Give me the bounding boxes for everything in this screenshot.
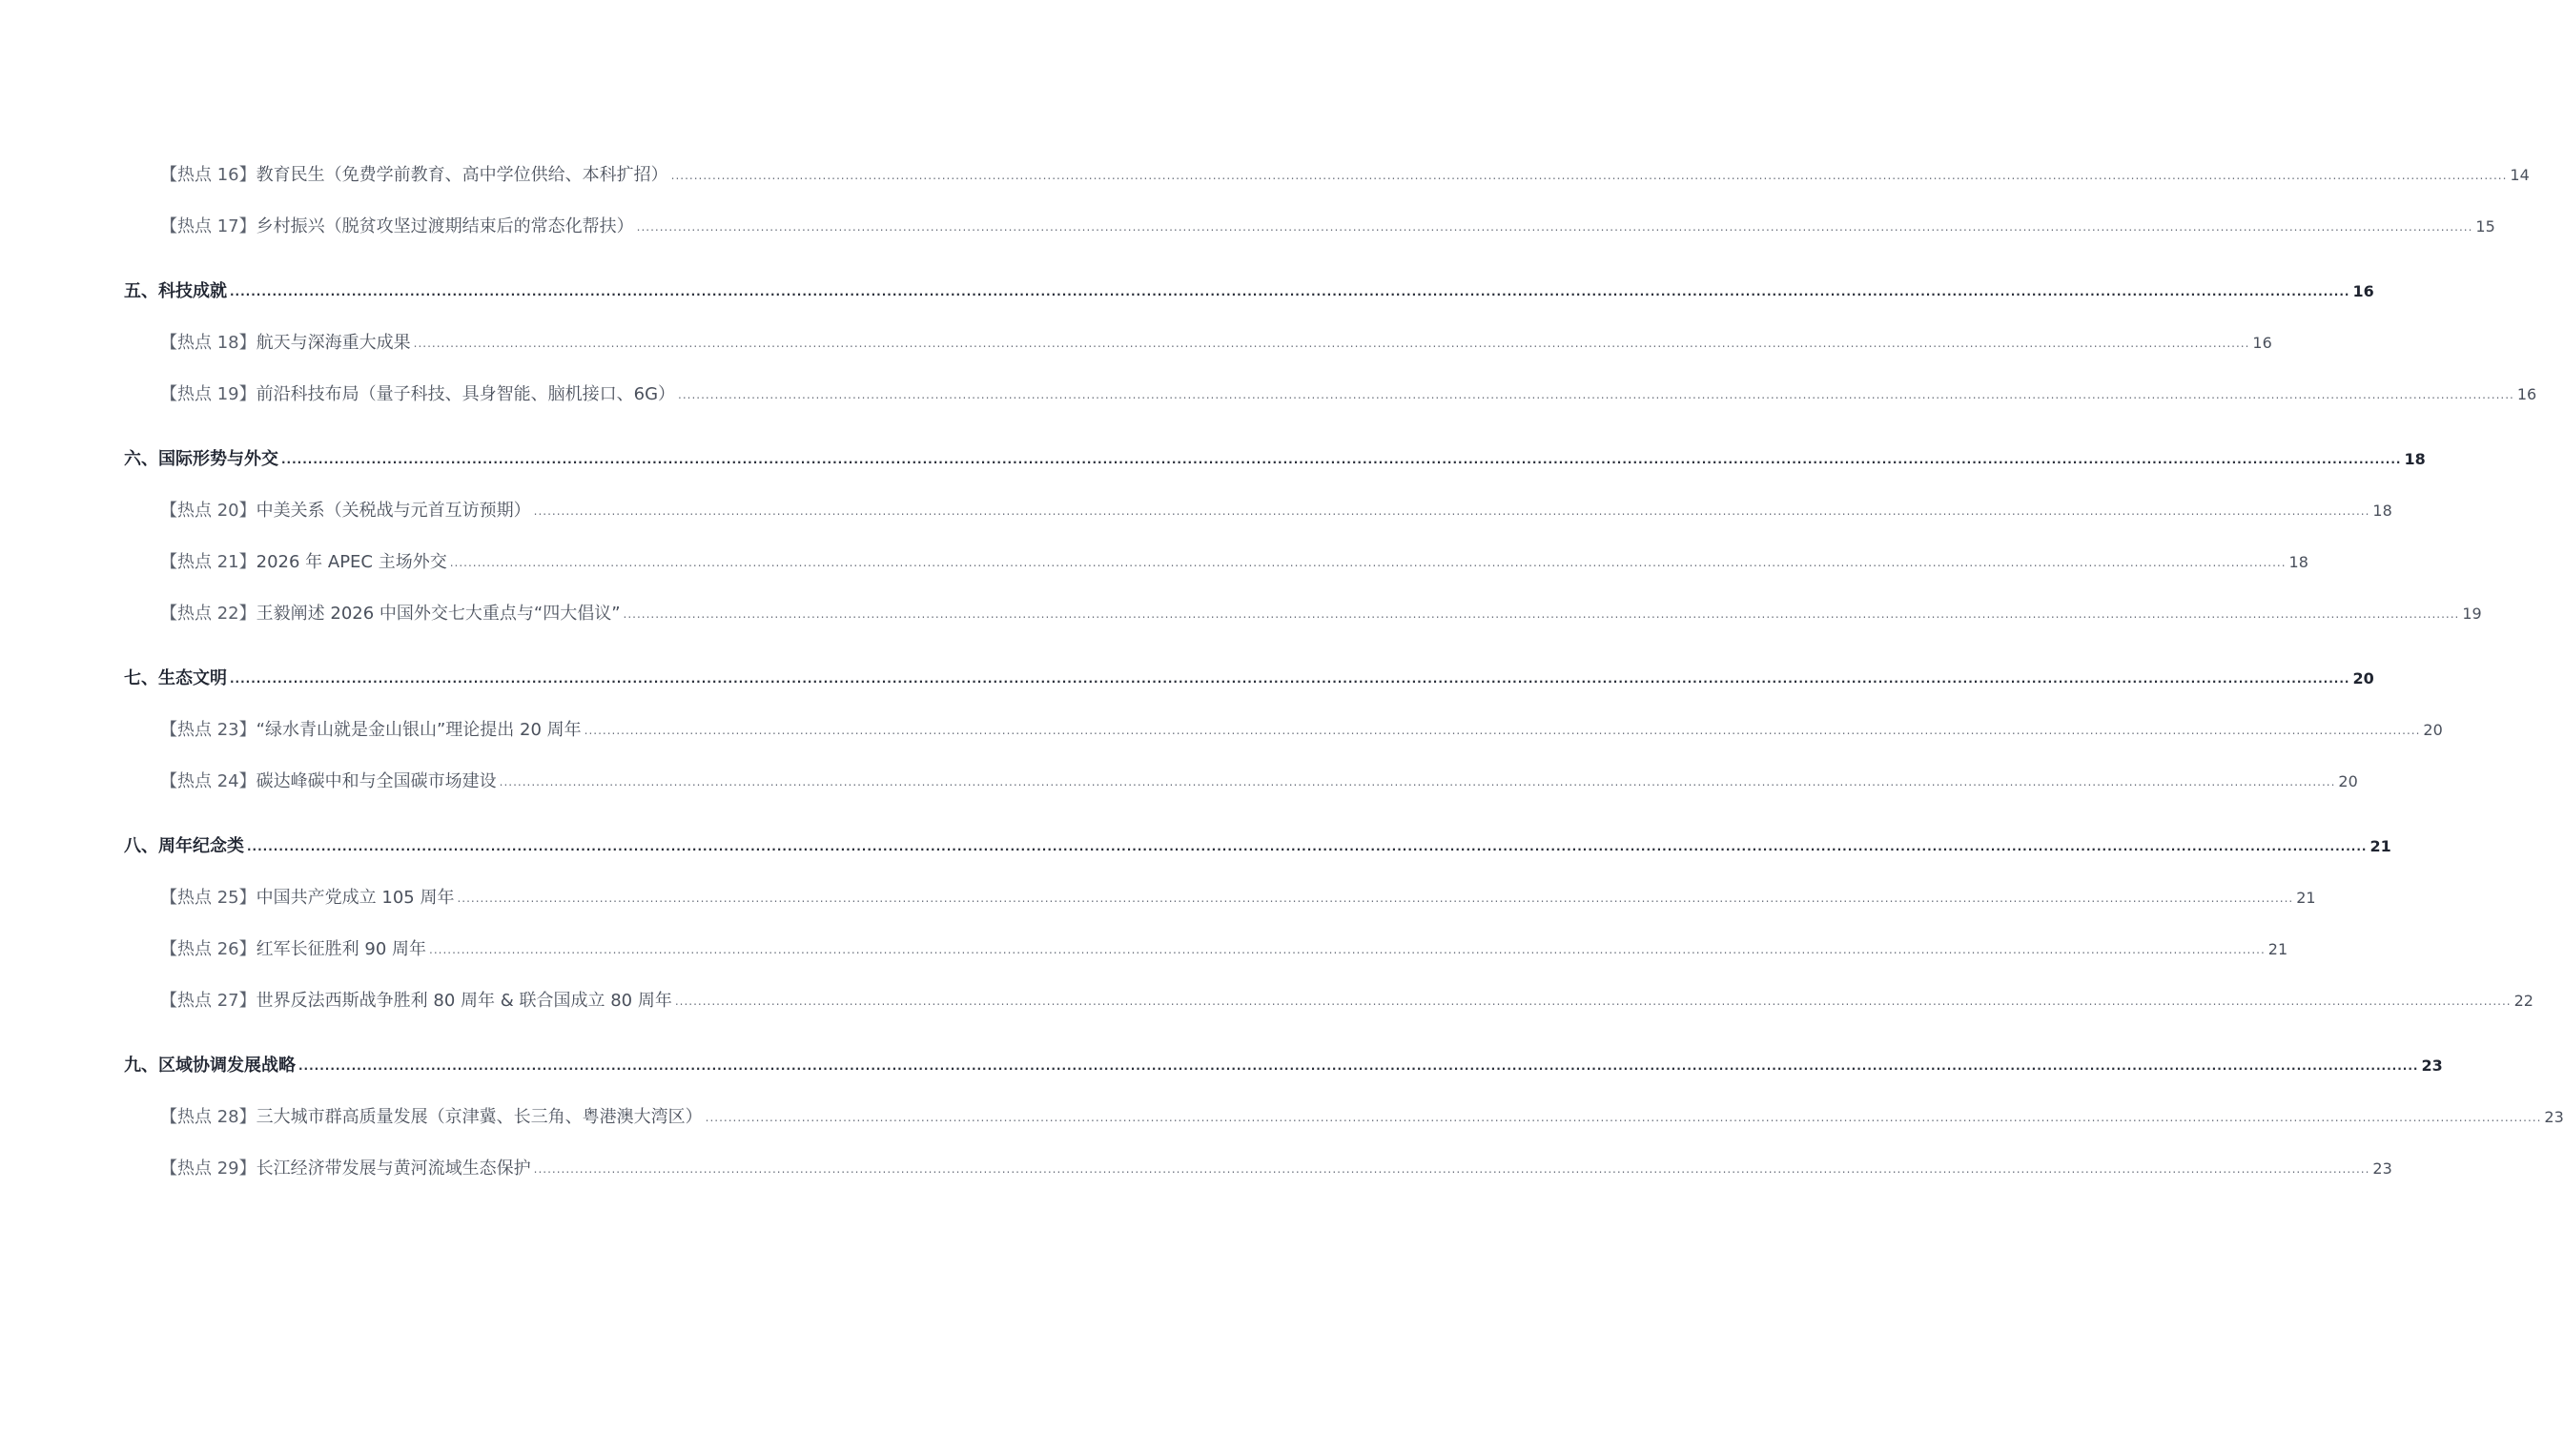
dot-leader: ................................................................................................................................................................................................................................................................................................................................................................................................................: [457, 892, 2294, 905]
entry-title: 乡村振兴（脱贫攻坚过渡期结束后的常态化帮扶）: [256, 216, 634, 236]
dot-leader: ................................................................................................................................................................................................................................................................................................................................................................................................................: [623, 607, 2460, 621]
dot-leader: ................................................................................................................................................................................................................................................................................................................................................................................................................: [230, 285, 2350, 298]
toc-entry-tag: 【热点 20】: [160, 501, 256, 521]
page-number: 21: [2369, 837, 2391, 855]
toc-entry[interactable]: [160, 716, 2443, 741]
toc-entry[interactable]: [160, 600, 2482, 625]
section-title: 九、区域协调发展战略: [124, 1056, 296, 1076]
toc-entry-tag: 【热点 27】: [160, 991, 256, 1011]
page-number: 15: [2475, 217, 2495, 236]
page-number: 23: [2544, 1108, 2564, 1126]
entry-title: “绿水青山就是金山银山”理论提出 20 周年: [256, 720, 582, 740]
page-number: 19: [2462, 605, 2482, 623]
toc-entry-tag: 【热点 21】: [160, 552, 256, 572]
dot-leader: ................................................................................................................................................................................................................................................................................................................................................................................................................: [533, 1162, 2370, 1176]
entry-title: 红军长征胜利 90 周年: [256, 939, 426, 959]
page-number: 21: [2267, 940, 2288, 958]
page-number: 16: [2352, 282, 2374, 300]
page-number: 16: [2516, 385, 2537, 403]
dot-leader: ................................................................................................................................................................................................................................................................................................................................................................................................................: [413, 337, 2250, 350]
page-number: 23: [2421, 1056, 2443, 1075]
toc-entry-tag: 【热点 29】: [160, 1159, 256, 1179]
entry-title: 教育民生（免费学前教育、高中学位供给、本科扩招）: [256, 165, 668, 185]
dot-leader: ................................................................................................................................................................................................................................................................................................................................................................................................................: [247, 840, 2368, 853]
page-number: 20: [2352, 669, 2374, 687]
toc-section-heading[interactable]: [124, 1052, 2443, 1077]
toc-entry[interactable]: [160, 1103, 2564, 1128]
entry-title: 前沿科技布局（量子科技、具身智能、脑机接口、6G）: [256, 384, 676, 404]
dot-leader: ................................................................................................................................................................................................................................................................................................................................................................................................................: [584, 724, 2421, 737]
toc-entry-tag: 【热点 28】: [160, 1107, 256, 1127]
toc-entry-tag: 【热点 26】: [160, 939, 256, 959]
page-number: 14: [2510, 166, 2530, 184]
page-number: 18: [2404, 450, 2426, 468]
entry-title: 碳达峰碳中和与全国碳市场建设: [256, 771, 497, 791]
toc-entry-tag: 【热点 24】: [160, 771, 256, 791]
toc-entry[interactable]: [160, 935, 2288, 960]
toc-entry[interactable]: [160, 161, 2530, 186]
page-number: 21: [2296, 889, 2316, 907]
entry-title: 航天与深海重大成果: [256, 333, 411, 353]
dot-leader: ................................................................................................................................................................................................................................................................................................................................................................................................................: [636, 220, 2473, 234]
entry-title: 王毅阐述 2026 中国外交七大重点与“四大倡议”: [256, 604, 621, 624]
page-number: 18: [2372, 502, 2392, 520]
toc-entry[interactable]: [160, 213, 2495, 237]
entry-title: 中国共产党成立 105 周年: [256, 888, 455, 908]
dot-leader: ................................................................................................................................................................................................................................................................................................................................................................................................................: [449, 556, 2287, 569]
dot-leader: ................................................................................................................................................................................................................................................................................................................................................................................................................: [281, 453, 2402, 466]
section-title: 七、生态文明: [124, 668, 227, 688]
toc-entry[interactable]: [160, 497, 2392, 522]
page-number: 20: [2423, 721, 2443, 739]
toc-entry[interactable]: [160, 329, 2272, 354]
section-title: 六、国际形势与外交: [124, 449, 278, 469]
toc-entry-tag: 【热点 17】: [160, 216, 256, 236]
toc-entry[interactable]: [160, 987, 2533, 1012]
toc-entry-tag: 【热点 16】: [160, 165, 256, 185]
toc-entry[interactable]: [160, 884, 2316, 909]
dot-leader: ................................................................................................................................................................................................................................................................................................................................................................................................................: [230, 672, 2350, 686]
toc-entry-tag: 【热点 22】: [160, 604, 256, 624]
toc-section-heading[interactable]: [124, 665, 2374, 689]
entry-title: 世界反法西斯战争胜利 80 周年 & 联合国成立 80 周年: [256, 991, 672, 1011]
toc-entry[interactable]: [160, 548, 2308, 573]
entry-title: 长江经济带发展与黄河流域生态保护: [256, 1159, 531, 1179]
section-title: 五、科技成就: [124, 281, 227, 301]
toc-entry-tag: 【热点 18】: [160, 333, 256, 353]
section-title: 八、周年纪念类: [124, 836, 244, 856]
toc-entry-tag: 【热点 19】: [160, 384, 256, 404]
dot-leader: ................................................................................................................................................................................................................................................................................................................................................................................................................: [705, 1111, 2542, 1124]
toc-entry[interactable]: [160, 768, 2358, 792]
toc-section-heading[interactable]: [124, 445, 2426, 470]
entry-title: 2026 年 APEC 主场外交: [256, 552, 447, 572]
toc-section-heading[interactable]: [124, 832, 2391, 857]
dot-leader: ................................................................................................................................................................................................................................................................................................................................................................................................................: [298, 1059, 2419, 1073]
dot-leader: ................................................................................................................................................................................................................................................................................................................................................................................................................: [678, 388, 2514, 401]
entry-title: 中美关系（关税战与元首互访预期）: [256, 501, 531, 521]
toc-entry-tag: 【热点 25】: [160, 888, 256, 908]
page-number: 22: [2513, 992, 2533, 1010]
dot-leader: ................................................................................................................................................................................................................................................................................................................................................................................................................: [674, 995, 2512, 1008]
dot-leader: ................................................................................................................................................................................................................................................................................................................................................................................................................: [533, 504, 2370, 518]
page-number: 23: [2372, 1159, 2392, 1178]
page-number: 16: [2252, 334, 2272, 352]
toc-section-heading[interactable]: [124, 277, 2374, 302]
toc-entry[interactable]: [160, 1155, 2392, 1179]
dot-leader: ................................................................................................................................................................................................................................................................................................................................................................................................................: [429, 943, 2266, 956]
toc-entry[interactable]: [160, 380, 2537, 405]
page-number: 18: [2288, 553, 2308, 571]
toc-entry-tag: 【热点 23】: [160, 720, 256, 740]
page-number: 20: [2338, 772, 2358, 790]
dot-leader: ................................................................................................................................................................................................................................................................................................................................................................................................................: [499, 775, 2336, 789]
dot-leader: ................................................................................................................................................................................................................................................................................................................................................................................................................: [670, 169, 2508, 182]
entry-title: 三大城市群高质量发展（京津冀、长三角、粤港澳大湾区）: [256, 1107, 703, 1127]
